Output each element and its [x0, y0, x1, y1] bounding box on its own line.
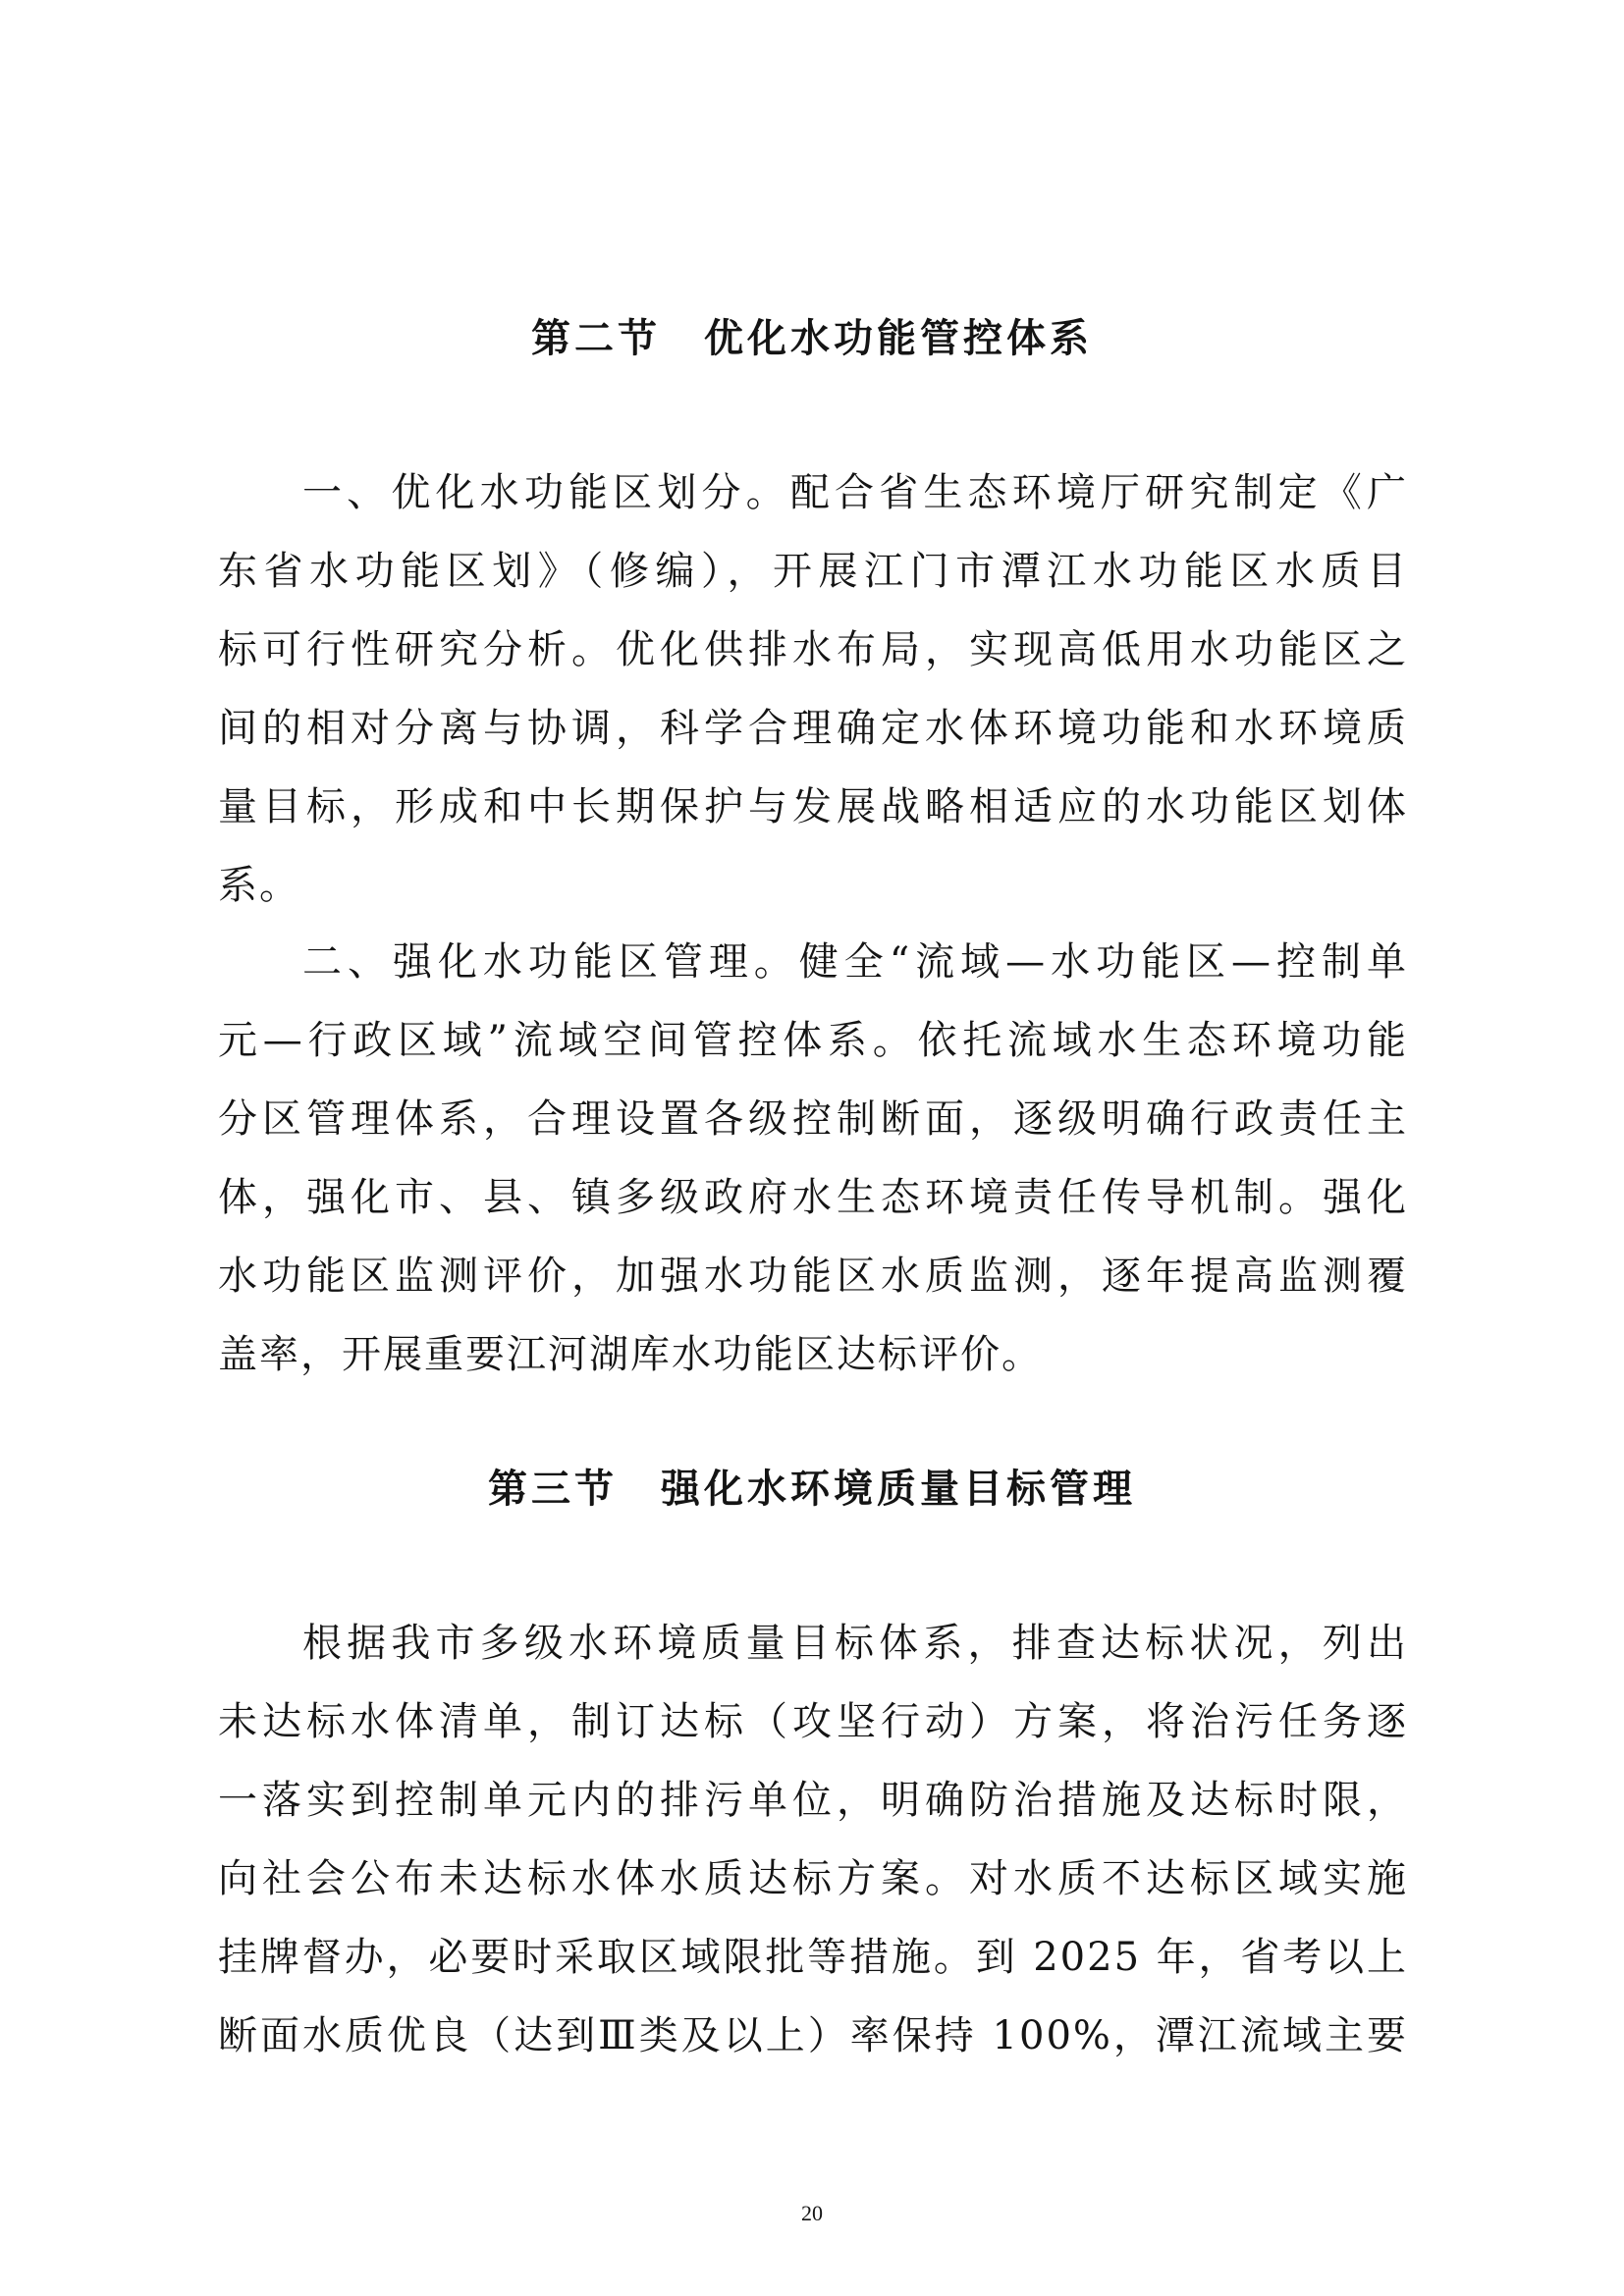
paragraph-line: 间的相对分离与协调，科学合理确定水体环境功能和水环境质	[218, 706, 1408, 751]
paragraph-strengthen-water-function-management	[218, 923, 1408, 1394]
section-heading-2: 第二节 优化水功能管控体系	[531, 315, 1093, 361]
paragraph-line: 根据我市多级水环境质量目标体系，排查达标状况，列出	[302, 1621, 1408, 1666]
paragraph-line: 元—行政区域”流域空间管控体系。依托流域水生态环境功能	[218, 1018, 1408, 1063]
paragraph-line: 系。	[218, 863, 300, 908]
paragraph-line: 水功能区监测评价，加强水功能区水质监测，逐年提高监测覆	[218, 1254, 1408, 1299]
paragraph-line: 一落实到控制单元内的排污单位，明确防治措施及达标时限，	[218, 1778, 1408, 1823]
paragraph-line: 东省水功能区划》（修编），开展江门市潭江水功能区水质目	[218, 549, 1408, 594]
paragraph-optimize-water-function-zoning	[218, 454, 1408, 925]
paragraph-line: 标可行性研究分析。优化供排水布局，实现高低用水功能区之	[218, 627, 1408, 672]
paragraph-line: 盖率，开展重要江河湖库水功能区达标评价。	[218, 1332, 1043, 1377]
paragraph-line: 向社会公布未达标水体水质达标方案。对水质不达标区域实施	[218, 1856, 1408, 1901]
section-heading-3: 第三节 强化水环境质量目标管理	[488, 1466, 1136, 1512]
paragraph-water-quality-target-management	[218, 1604, 1408, 2075]
paragraph-line: 分区管理体系，合理设置各级控制断面，逐级明确行政责任主	[218, 1096, 1408, 1142]
paragraph-line: 一、优化水功能区划分。配合省生态环境厅研究制定《广	[302, 470, 1408, 515]
paragraph-line: 未达标水体清单，制订达标（攻坚行动）方案，将治污任务逐	[218, 1699, 1408, 1744]
paragraph-line: 体，强化市、县、镇多级政府水生态环境责任传导机制。强化	[218, 1175, 1408, 1220]
paragraph-line: 断面水质优良（达到Ⅲ类及以上）率保持 100%，潭江流域主要	[218, 2013, 1408, 2058]
paragraph-line: 二、强化水功能区管理。健全“流域—水功能区—控制单	[302, 939, 1408, 985]
paragraph-line: 挂牌督办，必要时采取区域限批等措施。到 2025 年，省考以上	[218, 1935, 1408, 1980]
page-number: 20	[801, 2201, 823, 2225]
paragraph-line: 量目标，形成和中长期保护与发展战略相适应的水功能区划体	[218, 784, 1408, 829]
